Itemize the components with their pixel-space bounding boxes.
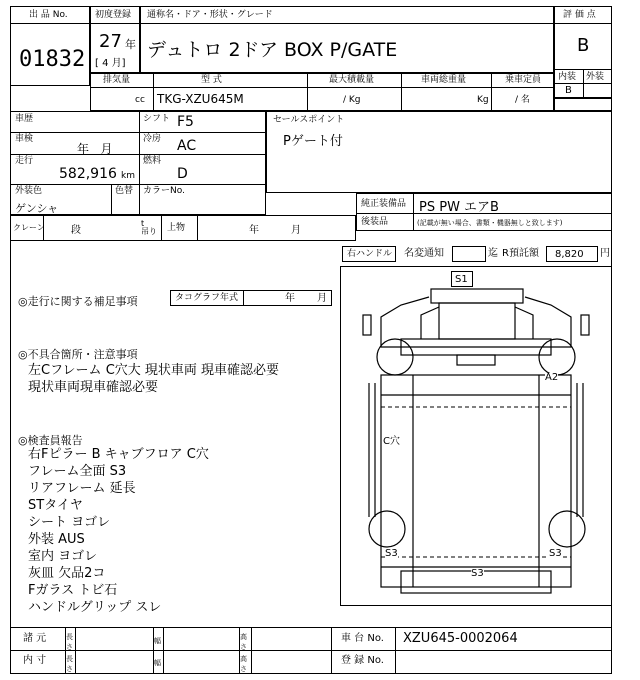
crane-row [10, 215, 356, 241]
tacho-year: 年 [285, 293, 295, 304]
yen-label: 円 [600, 248, 610, 259]
right-handle-badge [342, 246, 396, 262]
color-no-label: カラーNo. [143, 186, 185, 196]
ac-value: AC [177, 138, 197, 154]
length-label: 長さ [66, 633, 73, 651]
max-load-value: / Kg [343, 95, 361, 105]
ac-label: 冷房 [143, 134, 162, 144]
capacity-label: 乗車定員 [505, 75, 542, 85]
lot-box [10, 6, 90, 86]
defect-line: 現状車両現車確認必要 [28, 380, 159, 395]
crane-label: クレーン [13, 223, 45, 232]
grade-box [554, 6, 612, 98]
mark-s1-text: S1 [455, 274, 468, 285]
inspector-line: 灰皿 欠品2コ [28, 566, 106, 581]
car-name-box [140, 6, 554, 73]
sales-point-label: セールスポイント [273, 115, 345, 125]
car-name: デュトロ 2ドア BOX P/GATE [147, 39, 398, 61]
inspector-line: 右Fピラー B キャブフロア C穴 [28, 447, 209, 462]
truck-diagram-svg [341, 267, 611, 605]
driving-section-title: ◎走行に関する補足事項 [18, 295, 138, 308]
grade-value: B [577, 35, 590, 56]
crane-lift: t 吊り [141, 219, 157, 236]
model-value: TKG-XZU645M [157, 92, 244, 106]
color-change-label: 色替 [115, 186, 134, 196]
name-change-label: 名変通知 [404, 248, 444, 259]
top-label: 上物 [167, 223, 186, 233]
equipment-label: 純正装備品 [361, 199, 407, 209]
history-label: 車歴 [15, 114, 34, 124]
shift-label: シフト [143, 114, 171, 124]
color-label: 外装色 [15, 186, 43, 196]
width-label-2: 幅 [154, 659, 161, 667]
crane-month: 月 [291, 225, 301, 236]
model-label: 型 式 [201, 75, 222, 85]
exterior-label: 外装 [586, 72, 605, 82]
equipment-box [356, 193, 612, 231]
inspector-line: シート ヨゴレ [28, 515, 111, 530]
displacement-unit: cc [135, 95, 145, 105]
r-reserve-label: R預託額 [502, 248, 539, 259]
footer-table [10, 627, 612, 674]
chassis-number: XZU645-0002064 [403, 631, 518, 646]
crane-stage: 段 [71, 225, 81, 236]
inspector-line: ハンドルグリップ スレ [28, 600, 162, 615]
width-label: 幅 [154, 637, 161, 645]
year-unit: 年 [125, 38, 136, 51]
displacement-label: 排気量 [103, 75, 131, 85]
chassis-label: 車 台 No. [341, 633, 384, 644]
height-label: 高さ [240, 633, 247, 651]
r-reserve-value: 8,820 [555, 249, 584, 260]
details-left [10, 111, 266, 215]
interior-grade: B [565, 85, 572, 96]
lot-number: 01832 [19, 47, 86, 72]
inspector-section-title: ◎検査員報告 [18, 434, 83, 447]
defect-line: 左Cフレーム C穴大 現状車両 現車確認必要 [28, 363, 280, 378]
gross-weight-label: 車両総重量 [421, 75, 467, 85]
tacho-month: 月 [317, 293, 327, 304]
sales-point-box [266, 111, 612, 193]
registration-no-label: 登 録 No. [341, 655, 384, 666]
spec-label: 諸 元 [23, 633, 47, 644]
tacho-box [170, 290, 332, 306]
aftermarket-note: (記載が無い場合、書類・機器無しと致します) [417, 219, 563, 227]
mileage-unit: km [121, 171, 135, 181]
first-reg-year: 27 [99, 31, 122, 52]
inspector-line: 外装 AUS [28, 532, 85, 547]
grade-label: 評 価 点 [563, 10, 596, 20]
color-value: ゲンシャ [15, 202, 59, 215]
inspector-list [28, 446, 209, 616]
registration-until-label: 迄 [488, 248, 498, 259]
mark-c-hole: C穴 [383, 436, 400, 447]
sales-point-value: Pゲート付 [283, 134, 343, 149]
right-handle-text: 右ハンドル [347, 249, 393, 259]
inspection-value: 年 月 [77, 142, 113, 156]
defect-section-title: ◎不具合箇所・注意事項 [18, 348, 138, 361]
aftermarket-label: 後装品 [361, 217, 389, 227]
mark-s3-right: S3 [549, 548, 562, 559]
equipment-value: PS PW エアB [419, 200, 499, 215]
mark-a2: A2 [545, 372, 559, 383]
inspector-line: リアフレーム 延長 [28, 481, 136, 496]
r-reserve-box [546, 246, 598, 262]
shift-value: F5 [177, 114, 194, 130]
inspector-line: 室内 ヨゴレ [28, 549, 98, 564]
height-label-2: 高さ [240, 655, 247, 673]
mark-s1 [451, 271, 473, 287]
max-load-label: 最大積載量 [329, 75, 375, 85]
length-label-2: 長さ [66, 655, 73, 673]
inspector-line: STタイヤ [28, 498, 83, 513]
specs-row [90, 73, 554, 111]
interior-dim-label: 内 寸 [23, 655, 47, 666]
tacho-label: タコグラフ年式 [175, 293, 239, 303]
truck-diagram [340, 266, 612, 606]
mileage-value: 582,916 [59, 166, 117, 182]
first-reg-box [90, 6, 140, 73]
mileage-label: 走行 [15, 156, 34, 166]
mark-s3-bottom: S3 [471, 568, 484, 579]
crane-year: 年 [249, 225, 259, 236]
defect-list [28, 362, 279, 396]
inspection-label: 車検 [15, 134, 34, 144]
capacity-value: / 名 [515, 95, 530, 105]
inspector-line: フレーム全面 S3 [28, 464, 127, 479]
inspector-line: Fガラス トビ石 [28, 583, 118, 598]
name-label: 通称名・ドア・形状・グレード [147, 10, 273, 20]
first-reg-month: [ 4 月] [95, 58, 126, 69]
grade-sub [554, 98, 612, 111]
fuel-label: 燃料 [143, 156, 162, 166]
interior-label: 内装 [558, 72, 577, 82]
lot-label: 出 品 No. [29, 10, 68, 20]
name-change-box [452, 246, 486, 262]
fuel-value: D [177, 166, 188, 182]
mark-s3-left: S3 [385, 548, 398, 559]
first-reg-label: 初度登録 [95, 10, 132, 20]
gross-weight-value: Kg [477, 95, 489, 105]
